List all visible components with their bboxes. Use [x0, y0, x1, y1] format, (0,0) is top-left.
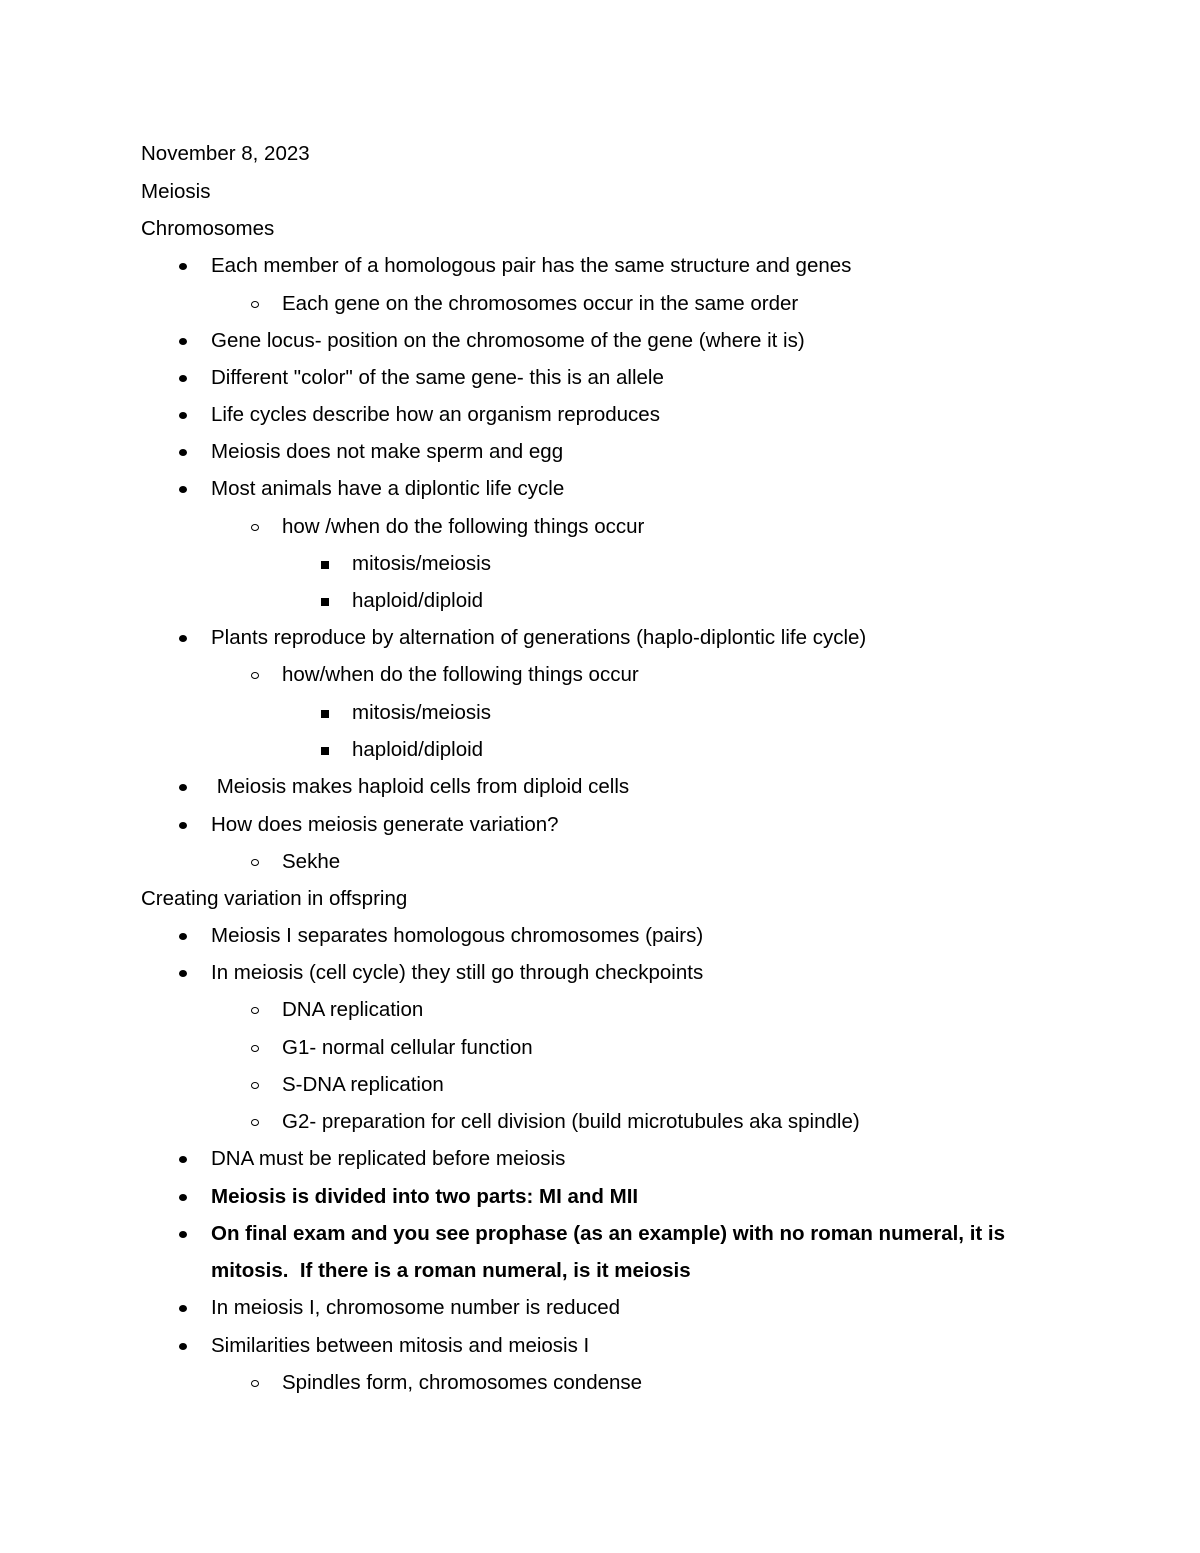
list-item-text: Meiosis is divided into two parts: MI and MII — [211, 1185, 639, 1208]
list-item-text: haploid/diploid — [352, 738, 484, 761]
list-item-text: Meiosis makes haploid cells from diploid cells — [211, 775, 630, 798]
filled-circle-bullet-icon — [172, 470, 194, 507]
list-item-text: Spindles form, chromosomes condense — [282, 1371, 643, 1394]
heading-text: Creating variation in offspring — [141, 887, 408, 910]
list-item-text: Life cycles describe how an organism reproduces — [211, 403, 660, 426]
list-item-text: Each gene on the chromosomes occur in the same order — [282, 292, 799, 315]
filled-circle-bullet-icon — [172, 917, 194, 954]
filled-circle-bullet-icon — [172, 806, 194, 843]
filled-circle-bullet-icon — [172, 768, 194, 805]
hollow-circle-bullet-icon — [244, 508, 266, 545]
filled-circle-bullet-icon — [172, 359, 194, 396]
filled-circle-bullet-icon — [172, 1178, 194, 1215]
filled-circle-bullet-icon — [172, 619, 194, 656]
title-text: Meiosis — [141, 180, 211, 203]
hollow-circle-bullet-icon — [244, 1364, 266, 1401]
list-item-text: haploid/diploid — [352, 589, 484, 612]
filled-square-bullet-icon — [314, 545, 336, 582]
filled-circle-bullet-icon — [172, 433, 194, 470]
list-item-text: DNA must be replicated before meiosis — [211, 1147, 566, 1170]
list-item-text: S-DNA replication — [282, 1073, 444, 1096]
list-item-text: Meiosis does not make sperm and egg — [211, 440, 564, 463]
list-item-text: Plants reproduce by alternation of generations (haplo-diplontic life cycle) — [211, 626, 867, 649]
list-item-text: DNA replication — [282, 998, 424, 1021]
filled-square-bullet-icon — [314, 694, 336, 731]
list-item-text: mitosis. If there is a roman numeral, is it meiosis — [211, 1259, 691, 1282]
list-item-text: Similarities between mitosis and meiosis I — [211, 1334, 590, 1357]
list-item-text: G2- preparation for cell division (build microtubules aka spindle) — [282, 1110, 860, 1133]
hollow-circle-bullet-icon — [244, 1029, 266, 1066]
list-item-text: On final exam and you see prophase (as an example) with no roman numeral, it is — [211, 1222, 1006, 1245]
list-item-text: In meiosis I, chromosome number is reduced — [211, 1296, 621, 1319]
filled-square-bullet-icon — [314, 582, 336, 619]
date-text: November 8, 2023 — [141, 142, 310, 165]
list-item-text: Meiosis I separates homologous chromosomes (pairs) — [211, 924, 704, 947]
filled-circle-bullet-icon — [172, 1140, 194, 1177]
list-item-text: Different "color" of the same gene- this is an allele — [211, 366, 664, 389]
hollow-circle-bullet-icon — [244, 1066, 266, 1103]
list-item-text: G1- normal cellular function — [282, 1036, 533, 1059]
list-item-text: mitosis/meiosis — [352, 701, 491, 724]
list-item-text: Most animals have a diplontic life cycle — [211, 477, 565, 500]
hollow-circle-bullet-icon — [244, 991, 266, 1028]
hollow-circle-bullet-icon — [244, 656, 266, 693]
list-item-text: In meiosis (cell cycle) they still go through checkpoints — [211, 961, 704, 984]
filled-square-bullet-icon — [314, 731, 336, 768]
filled-circle-bullet-icon — [172, 247, 194, 284]
list-item-text: how/when do the following things occur — [282, 663, 639, 686]
list-item-text: How does meiosis generate variation? — [211, 813, 559, 836]
hollow-circle-bullet-icon — [244, 1103, 266, 1140]
filled-circle-bullet-icon — [172, 322, 194, 359]
hollow-circle-bullet-icon — [244, 843, 266, 880]
heading-text: Chromosomes — [141, 217, 275, 240]
filled-circle-bullet-icon — [172, 1289, 194, 1326]
list-item-text: Gene locus- position on the chromosome of the gene (where it is) — [211, 329, 805, 352]
list-item-text: Each member of a homologous pair has the same structure and genes — [211, 254, 852, 277]
list-item-text: Sekhe — [282, 850, 341, 873]
filled-circle-bullet-icon — [172, 954, 194, 991]
list-item-text: how /when do the following things occur — [282, 515, 645, 538]
filled-circle-bullet-icon — [172, 1327, 194, 1364]
filled-circle-bullet-icon — [172, 1215, 194, 1252]
filled-circle-bullet-icon — [172, 396, 194, 433]
list-item-text: mitosis/meiosis — [352, 552, 491, 575]
hollow-circle-bullet-icon — [244, 285, 266, 322]
